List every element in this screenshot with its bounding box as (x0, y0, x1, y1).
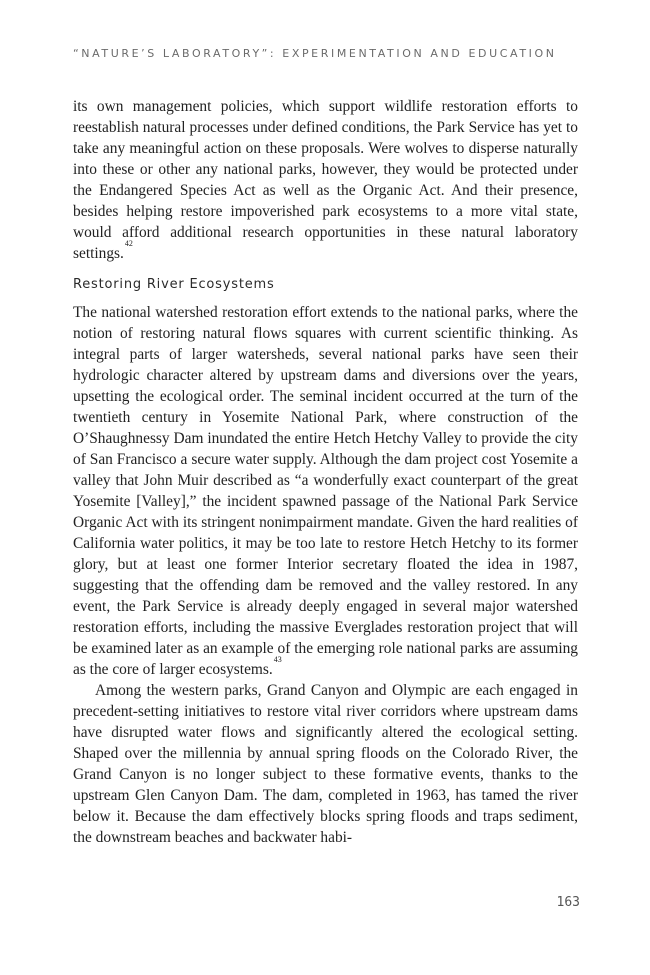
paragraph-3-text: Among the western parks, Grand Canyon and Olympic are each engaged in precedent-setting initiatives to restore vital river corridors where upstream dams have disrupted water flows and significantly altered the ecological setting. Shaped over the millennia by annual spring floods on the Colorado River, the Grand Canyon is no longer subject to these formative events, thanks to the upstream Glen Canyon Dam. The dam, completed in 1963, has tamed the river below it. Because the dam effectively blocks spring floods and traps sediment, the downstream beaches and backwater habi- (73, 682, 578, 846)
page-number: 163 (556, 895, 580, 910)
note-reference-42: 42 (124, 238, 133, 248)
paragraph-2-text: The national watershed restoration effort extends to the national parks, where the notion of restoring natural flows squares with current scientific thinking. As integral parts of larger watersheds, several national parks have seen their hydrologic character altered by upstream dams and diversions over the years, upsetting the ecological order. The seminal incident occurred at the turn of the twentieth century in Yosemite National Park, where construction of the O’Shaughnessy Dam inundated the entire Hetch Hetchy Valley to provide the city of San Francisco a secure water supply. Although the dam project cost Yosemite a valley that John Muir described as “a wonderfully exact counterpart of the great Yosemite [Valley],” the incident spawned passage of the National Park Service Organic Act with its stringent nonimpairment mandate. Given the hard realities of California water politics, it may be too late to restore Hetch Hetchy to its former glory, but at least one former Interior secretary floated the idea in 1987, suggesting that the offending dam be removed and the valley restored. In any event, the Park Service is already deeply engaged in several major watershed restoration efforts, including the massive Everglades restoration project that will be examined later as an example of the emerging role national parks are assuming as the core of larger ecosystems. (73, 304, 578, 678)
paragraph-1-text: its own management policies, which support wildlife restoration efforts to reestablish natural processes under defined conditions, the Park Service has yet to take any meaningful action on these proposals. Were wolves to disperse naturally into these or other any national parks, however, they would be protected under the Endangered Species Act as well as the Organic Act. And their presence, besides helping restore impoverished park ecosystems to a more vital state, would afford additional research opportunities in these natural laboratory settings. (73, 98, 578, 262)
running-head: “NATURE’S LABORATORY”: EXPERIMENTATION AND EDUCATION (73, 47, 557, 60)
paragraph-2 (73, 302, 578, 680)
paragraph-1 (73, 96, 578, 264)
section-heading: Restoring River Ecosystems (73, 277, 275, 292)
paragraph-3 (73, 680, 578, 848)
body-text (73, 96, 578, 848)
note-reference-43: 43 (273, 654, 282, 664)
